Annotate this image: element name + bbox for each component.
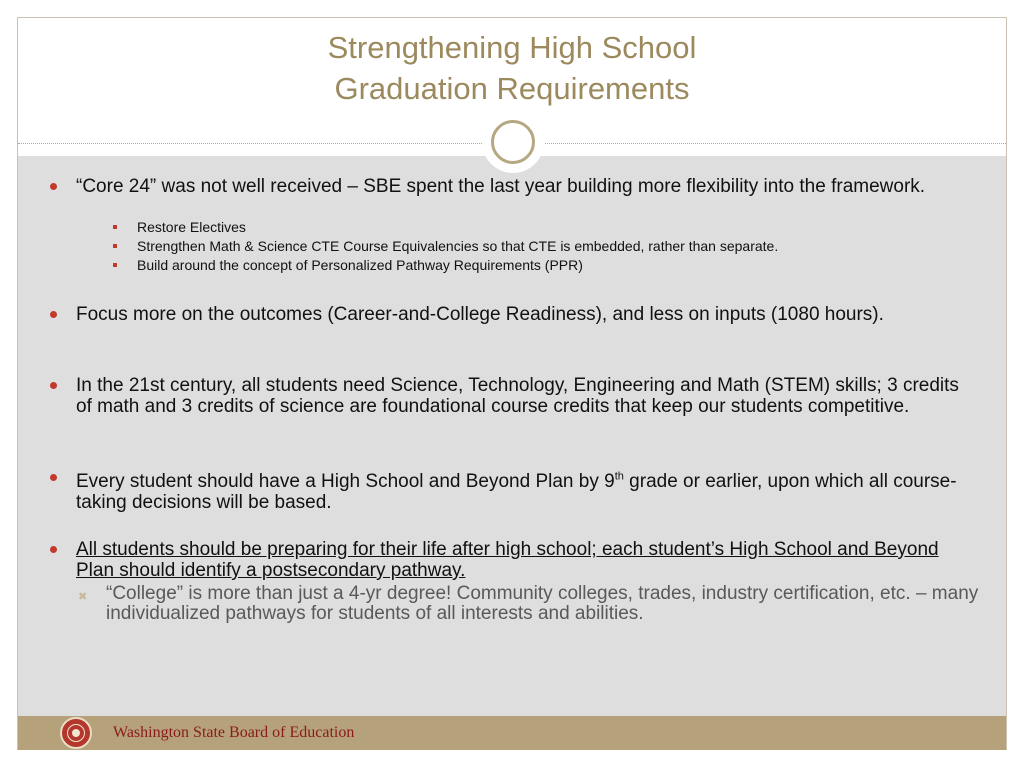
fleuron-bullet-icon: ✖ <box>78 591 88 603</box>
bullet-text-before: Every student should have a High School and Beyond Plan by 9 <box>76 471 615 493</box>
bullet-text-after: grade or earlier, upon which all course-taking decisions will be based. <box>76 471 957 514</box>
bullet-dot-icon <box>50 474 57 481</box>
content-area <box>18 156 1006 716</box>
state-seal-icon <box>60 717 92 749</box>
bullet-text: Focus more on the outcomes (Career-and-College Readiness), and less on inputs (1080 hours). <box>76 304 884 325</box>
bullet-item-3 <box>76 375 976 417</box>
sub-bullet-item <box>78 583 986 624</box>
square-bullet-icon <box>113 244 117 248</box>
sub-bullet-text: Build around the concept of Personalized Pathway Requirements (PPR) <box>137 257 583 273</box>
bullet-text <box>76 471 957 513</box>
bullet-text: All students should be preparing for their life after high school; each student’s High School and Beyond Plan should identify a postsecondary pathway. <box>76 539 939 581</box>
footer-organization: Washington State Board of Education <box>113 724 355 741</box>
bullet-text: In the 21st century, all students need Science, Technology, Engineering and Math (STEM) skills; 3 credits of math and 3 credits of science are foundational course credits that keep our students competitive. <box>76 375 959 417</box>
sub-bullet-text: “College” is more than just a 4-yr degree! Community colleges, trades, industry certification, etc. – many individualized pathways for students of all interests and abilities. <box>106 583 979 624</box>
bullet-dot-icon <box>50 382 57 389</box>
circle-ring-icon <box>491 120 535 164</box>
bullet-item-2 <box>76 304 976 325</box>
title-circle-ornament <box>485 114 541 170</box>
bullet-text: “Core 24” was not well received – SBE spent the last year building more flexibility into the framework. <box>76 176 926 197</box>
square-bullet-icon <box>113 225 117 229</box>
bullet-item-1 <box>76 176 976 197</box>
square-bullet-icon <box>113 263 117 267</box>
bullet-dot-icon <box>50 546 57 553</box>
ordinal-superscript: th <box>614 471 624 483</box>
sub-bullet-item <box>137 218 957 237</box>
sub-bullet-text: Strengthen Math & Science CTE Course Equivalencies so that CTE is embedded, rather than separate. <box>137 238 779 254</box>
bullet-item-5 <box>76 539 976 581</box>
title-line-2: Graduation Requirements <box>334 71 690 106</box>
seal-core <box>72 729 80 737</box>
bullet-dot-icon <box>50 311 57 318</box>
bullet-dot-icon <box>50 183 57 190</box>
sub-bullet-item <box>137 256 957 275</box>
sub-bullet-item <box>137 237 957 256</box>
sub-bullet-text: Restore Electives <box>137 219 246 235</box>
footer-bar <box>18 716 1006 750</box>
slide <box>17 17 1007 750</box>
title-line-1: Strengthening High School <box>327 30 697 65</box>
bullet-item-4 <box>76 467 976 513</box>
